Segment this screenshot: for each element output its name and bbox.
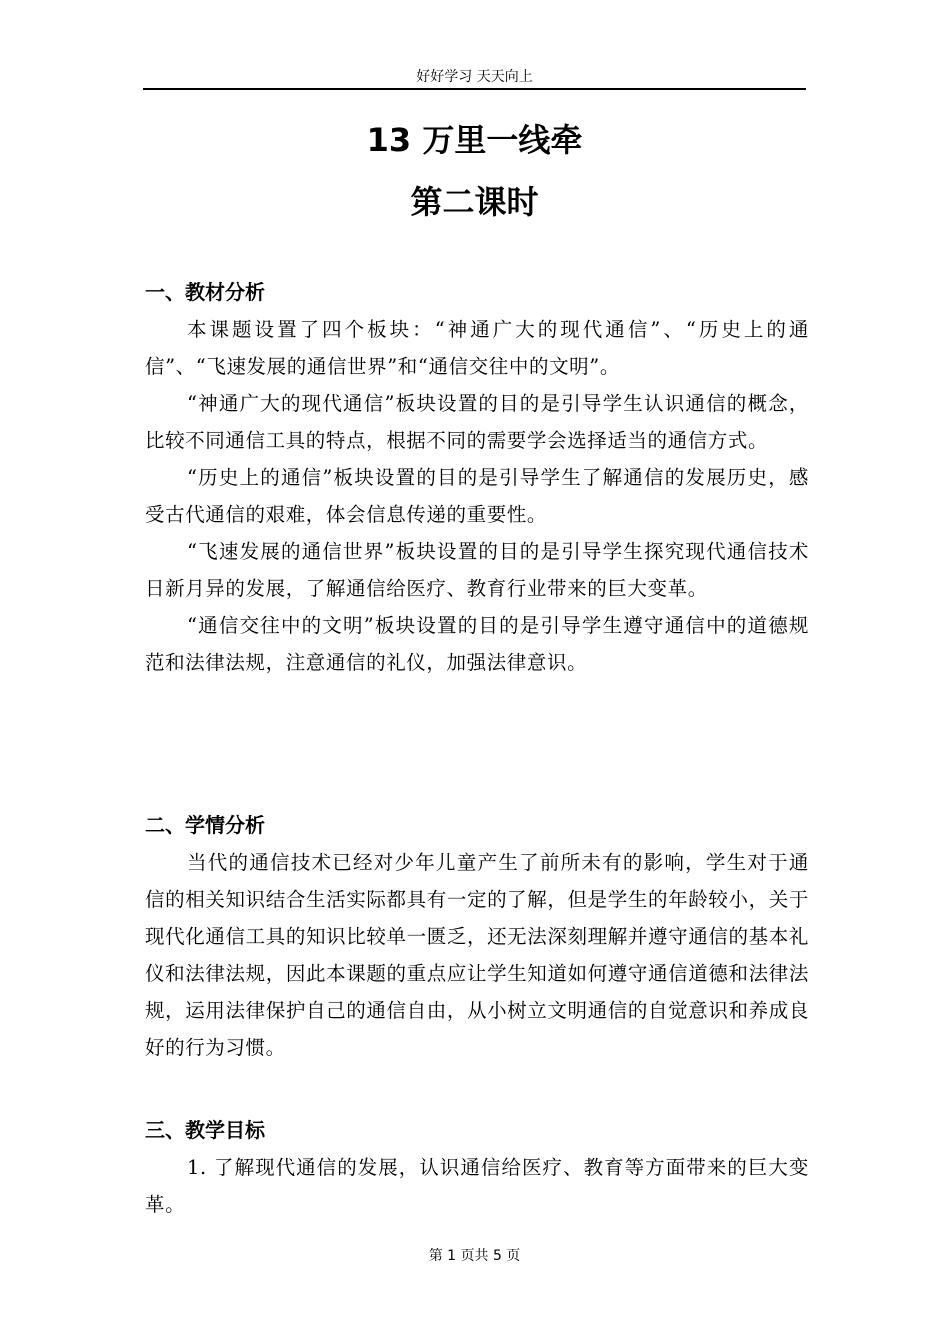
section-heading: 二、学情分析: [145, 813, 265, 837]
document-title: 13 万里一线牵: [366, 121, 583, 159]
header-divider: [143, 88, 806, 90]
section-heading: 三、教学目标: [145, 1118, 265, 1142]
paragraph: “历史上的通信”板块设置的目的是引导学生了解通信的发展历史，感受古代通信的艰难，体会信息传递的重要性。: [145, 466, 809, 526]
paragraph: 1. 了解现代通信的发展，认识通信给医疗、教育等方面带来的巨大变革。: [145, 1156, 809, 1216]
section-textbook-analysis: [145, 277, 809, 681]
document-subtitle: 第二课时: [410, 183, 539, 221]
section-student-analysis: [145, 810, 809, 1066]
paragraph: “神通广大的现代通信”板块设置的目的是引导学生认识通信的概念，比较不同通信工具的特点，根据不同的需要学会选择适当的通信方式。: [145, 392, 809, 452]
page-footer: 第 1 页共 5 页: [428, 1248, 521, 1264]
paragraph: “飞速发展的通信世界”板块设置的目的是引导学生探究现代通信技术日新月异的发展，了解通信给医疗、教育行业带来的巨大变革。: [145, 540, 809, 600]
paragraph: 当代的通信技术已经对少年儿童产生了前所未有的影响，学生对于通信的相关知识结合生活实际都具有一定的了解，但是学生的年龄较小，关于现代化通信工具的知识比较单一匮乏，还无法深刻理解并遵守通信的基本礼仪和法律法规，因此本课题的重点应让学生知道如何遵守通信道德和法律法规，运用法律保护自己的通信自由，从小树立文明通信的自觉意识和养成良好的行为习惯。: [145, 851, 809, 1059]
section-heading: 一、教材分析: [145, 280, 265, 304]
paragraph: “通信交往中的文明”板块设置的目的是引导学生遵守通信中的道德规范和法律法规，注意通信的礼仪，加强法律意识。: [145, 614, 809, 674]
paragraph: 本课题设置了四个板块：“神通广大的现代通信”、“历史上的通信”、“飞速发展的通信世界”和“通信交往中的文明”。: [145, 318, 809, 378]
section-teaching-goals: [145, 1115, 809, 1223]
page-header: 好好学习 天天向上: [416, 69, 533, 85]
